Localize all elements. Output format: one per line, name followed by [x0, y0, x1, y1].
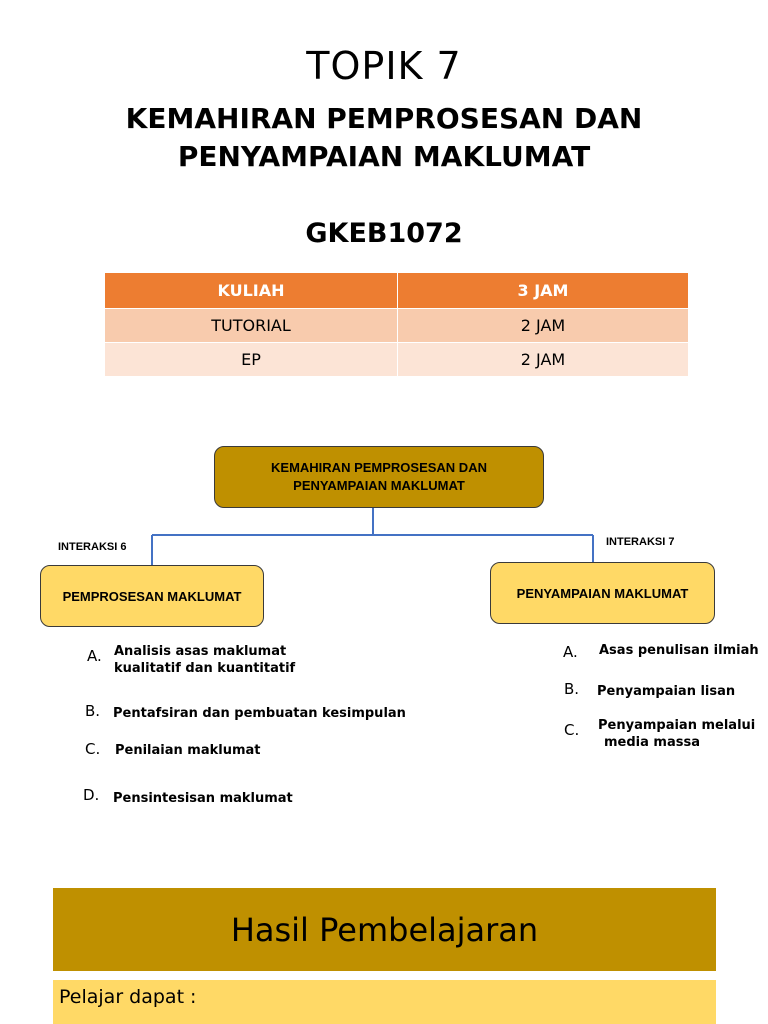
diagram-root-box: [214, 446, 544, 508]
root-box-line-2: PENYAMPAIAN MAKLUMAT: [293, 478, 465, 493]
root-box-line-1: KEMAHIRAN PEMPROSESAN DAN: [271, 460, 487, 475]
list-item: [114, 643, 295, 677]
table-header-hours: 3 JAM: [398, 273, 689, 309]
table-cell-hours: 2 JAM: [398, 309, 689, 343]
subtitle-line-2: PENYAMPAIAN MAKLUMAT: [177, 140, 591, 173]
delivery-box: PENYAMPAIAN MAKLUMAT: [490, 562, 715, 624]
learning-outcome-title: Hasil Pembelajaran: [230, 910, 539, 949]
learning-outcome-banner: [53, 888, 716, 971]
course-code: GKEB1072: [305, 218, 463, 249]
list-item-text: Pensintesisan maklumat: [113, 791, 293, 806]
list-item-text: kualitatif dan kuantitatif: [114, 661, 296, 676]
list-item-letter: D.: [83, 786, 100, 804]
table-cell-type: EP: [105, 343, 398, 377]
interaction-6-label: INTERAKSI 6: [58, 541, 127, 553]
list-item-text: media massa: [604, 735, 700, 750]
list-item-letter: C.: [85, 740, 101, 758]
list-item-text: Asas penulisan ilmiah: [599, 643, 759, 658]
list-item-letter: B.: [564, 680, 580, 698]
list-item-letter: C.: [564, 721, 580, 739]
list-item-text: Pentafsiran dan pembuatan kesimpulan: [113, 706, 406, 721]
topic-title: TOPIK 7: [306, 44, 462, 88]
processing-box: PEMPROSESAN MAKLUMAT: [40, 565, 264, 627]
list-item-letter: A.: [563, 643, 578, 661]
learning-outcome-intro: Pelajar dapat :: [59, 986, 197, 1008]
learning-outcome-body: [53, 980, 716, 1024]
table-header-type: KULIAH: [105, 273, 398, 309]
list-item: [598, 717, 755, 751]
table-cell-type: TUTORIAL: [105, 309, 398, 343]
subtitle-line-1: KEMAHIRAN PEMPROSESAN DAN: [125, 102, 643, 135]
list-item-text: Penilaian maklumat: [115, 743, 261, 758]
list-item-text: Penyampaian lisan: [597, 684, 736, 699]
list-item-text: Analisis asas maklumat: [114, 644, 287, 659]
list-item-letter: B.: [85, 702, 101, 720]
list-item-text: Penyampaian melalui: [598, 718, 756, 733]
interaction-7-label: INTERAKSI 7: [606, 536, 675, 548]
list-item-letter: A.: [87, 647, 102, 665]
table-cell-hours: 2 JAM: [398, 343, 689, 377]
